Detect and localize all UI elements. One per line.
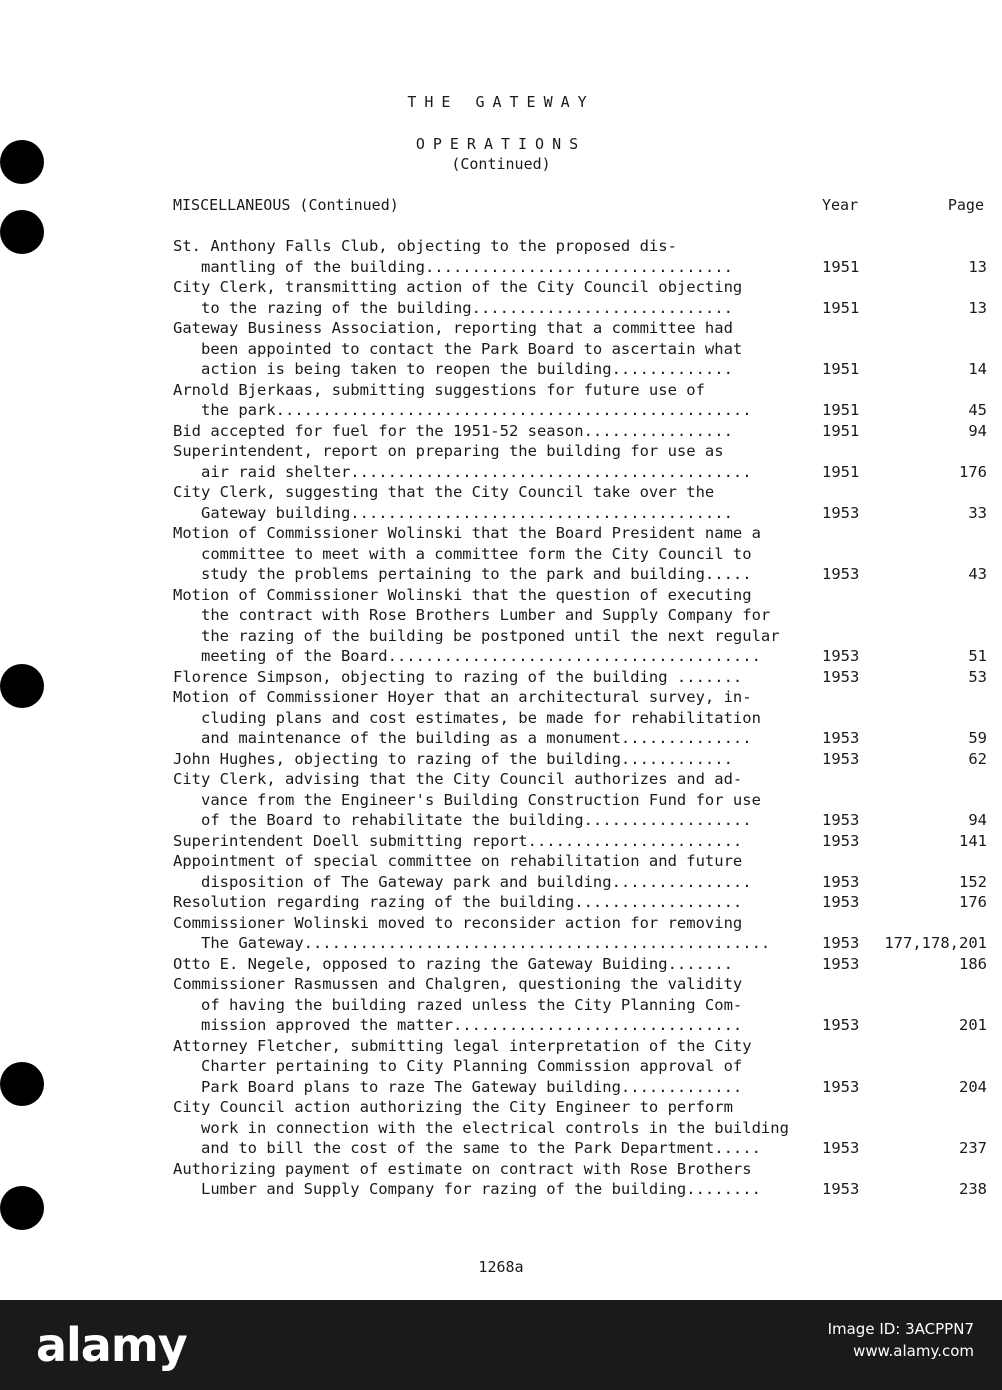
entry-page: 94 <box>968 421 987 440</box>
entry-text: action is being taken to reopen the building............. <box>173 360 733 378</box>
index-line <box>0 892 1002 913</box>
entry-text: of the Board to rehabilitate the building.................. <box>173 811 752 829</box>
entry-text: cluding plans and cost estimates, be made for rehabilitation <box>173 708 761 727</box>
entry-text: Attorney Fletcher, submitting legal interpretation of the City <box>173 1036 752 1055</box>
entry-page: 13 <box>968 257 987 276</box>
entry-text: Charter pertaining to City Planning Commission approval of <box>173 1057 743 1075</box>
entry-text: and maintenance of the building as a monument.............. <box>173 729 752 747</box>
index-line <box>0 790 1002 811</box>
entry-text: Authorizing payment of estimate on contract with Rose Brothers <box>173 1159 752 1178</box>
index-line <box>0 995 1002 1016</box>
entry-text: City Clerk, transmitting action of the City Council objecting <box>173 278 743 296</box>
entry-text: John Hughes, objecting to razing of the building............ <box>173 749 733 768</box>
entry-year: 1953 <box>822 1016 860 1034</box>
entry-text: Florence Simpson, objecting to razing of the building ....... <box>173 667 743 686</box>
entry-year: 1953 <box>822 565 860 583</box>
index-line <box>0 851 1002 872</box>
entry-year: 1951 <box>822 421 860 440</box>
index-line <box>0 974 1002 995</box>
index-line <box>0 523 1002 544</box>
stock-image-id: Image ID: 3ACPPN7 <box>827 1320 974 1338</box>
index-line <box>0 626 1002 647</box>
entry-text: meeting of the Board........................................ <box>173 647 761 665</box>
page-number: 1268a <box>478 1258 524 1276</box>
entry-text: work in connection with the electrical controls in the building <box>173 1118 789 1137</box>
entry-year: 1953 <box>822 667 860 686</box>
entry-page: 62 <box>968 749 987 768</box>
entry-text: Motion of Commissioner Hoyer that an architectural survey, in- <box>173 688 752 706</box>
entry-year: 1953 <box>822 934 860 952</box>
entry-year: 1951 <box>822 257 860 276</box>
entry-text: Motion of Commissioner Wolinski that the Board President name a <box>173 524 761 542</box>
index-line <box>0 236 1002 257</box>
index-line <box>0 728 1002 749</box>
entry-year: 1953 <box>822 647 860 665</box>
index-line <box>0 1159 1002 1180</box>
index-line <box>0 1138 1002 1159</box>
index-line <box>0 441 1002 462</box>
index-line <box>0 318 1002 339</box>
index-line <box>0 462 1002 483</box>
entry-text: Park Board plans to raze The Gateway building............. <box>173 1077 743 1096</box>
index-line <box>0 1179 1002 1200</box>
index-line <box>0 749 1002 770</box>
section-title: OPERATIONS <box>415 135 587 153</box>
entry-page: 59 <box>968 729 987 747</box>
entry-year: 1953 <box>822 954 860 973</box>
entry-year: 1953 <box>822 1180 860 1198</box>
entry-year: 1951 <box>822 401 860 419</box>
index-line <box>0 1118 1002 1139</box>
index-line <box>0 339 1002 360</box>
entry-page: 176 <box>959 462 987 481</box>
index-line <box>0 380 1002 401</box>
entry-text: mantling of the building................................. <box>173 257 733 276</box>
index-line <box>0 708 1002 729</box>
entry-page: 237 <box>959 1139 987 1157</box>
index-line <box>0 872 1002 893</box>
entry-text: the razing of the building be postponed until the next regular <box>173 626 780 645</box>
entry-page: 94 <box>968 811 987 829</box>
index-line <box>0 831 1002 852</box>
entry-text: City Council action authorizing the City Engineer to perform <box>173 1098 733 1116</box>
entry-text: vance from the Engineer's Building Construction Fund for use <box>173 790 761 809</box>
entry-text: City Clerk, suggesting that the City Council take over the <box>173 483 715 501</box>
entry-page: 33 <box>968 503 987 522</box>
index-line <box>0 646 1002 667</box>
entry-text: committee to meet with a committee form the City Council to <box>173 544 752 563</box>
entry-text: Bid accepted for fuel for the 1951-52 season................ <box>173 421 733 440</box>
entry-text: of having the building razed unless the City Planning Com- <box>173 995 743 1014</box>
entry-year: 1951 <box>822 360 860 378</box>
entry-page: 177,178,201 <box>884 934 987 952</box>
index-line <box>0 503 1002 524</box>
stock-logo: alamy <box>36 1318 187 1372</box>
index-line <box>0 1036 1002 1057</box>
entry-text: Superintendent, report on preparing the building for use as <box>173 442 724 460</box>
entry-text: Resolution regarding razing of the building.................. <box>173 893 743 911</box>
entry-year: 1953 <box>822 811 860 829</box>
entry-text: Commissioner Rasmussen and Chalgren, questioning the validity <box>173 975 743 993</box>
entry-text: The Gateway.................................................. <box>173 934 771 952</box>
entry-year: 1953 <box>822 872 860 891</box>
subheading: MISCELLANEOUS (Continued) <box>173 196 399 214</box>
entry-page: 238 <box>959 1180 987 1198</box>
year-column-header: Year <box>822 196 859 214</box>
index-line <box>0 1097 1002 1118</box>
index-line <box>0 298 1002 319</box>
index-line <box>0 769 1002 790</box>
entry-text: the contract with Rose Brothers Lumber and Supply Company for <box>173 606 771 624</box>
page-column-header: Page <box>947 196 984 214</box>
index-line <box>0 1077 1002 1098</box>
index-line <box>0 421 1002 442</box>
section-note: (Continued) <box>451 155 551 173</box>
index-line <box>0 954 1002 975</box>
index-line <box>0 933 1002 954</box>
entry-year: 1951 <box>822 298 860 317</box>
entry-text: been appointed to contact the Park Board to ascertain what <box>173 339 743 358</box>
entry-text: Lumber and Supply Company for razing of the building........ <box>173 1180 761 1198</box>
entry-text: City Clerk, advising that the City Council authorizes and ad- <box>173 770 743 788</box>
entry-text: to the razing of the building............................ <box>173 298 733 317</box>
entry-page: 201 <box>959 1016 987 1034</box>
index-line <box>0 482 1002 503</box>
entry-text: St. Anthony Falls Club, objecting to the proposed dis- <box>173 237 677 255</box>
index-line <box>0 544 1002 565</box>
index-entries <box>0 236 1002 1200</box>
entry-text: disposition of The Gateway park and building............... <box>173 872 752 891</box>
entry-page: 51 <box>968 647 987 665</box>
entry-page: 43 <box>968 565 987 583</box>
entry-year: 1953 <box>822 831 860 850</box>
entry-page: 176 <box>959 893 987 911</box>
entry-text: study the problems pertaining to the park and building..... <box>173 565 752 583</box>
entry-text: Superintendent Doell submitting report....................... <box>173 831 743 850</box>
entry-text: Otto E. Negele, opposed to razing the Gateway Buiding....... <box>173 954 733 973</box>
index-line <box>0 400 1002 421</box>
index-line <box>0 359 1002 380</box>
entry-text: air raid shelter........................................... <box>173 462 752 481</box>
document-title: THE GATEWAY <box>407 93 595 111</box>
entry-page: 186 <box>959 954 987 973</box>
stock-watermark-banner <box>0 1300 1002 1390</box>
entry-text: the park................................................... <box>173 401 752 419</box>
entry-text: Commissioner Wolinski moved to reconsider action for removing <box>173 913 743 932</box>
entry-page: 14 <box>968 360 987 378</box>
index-line <box>0 913 1002 934</box>
entry-year: 1953 <box>822 749 860 768</box>
index-line <box>0 605 1002 626</box>
entry-text: Arnold Bjerkaas, submitting suggestions for future use of <box>173 380 705 399</box>
entry-year: 1951 <box>822 462 860 481</box>
entry-year: 1953 <box>822 729 860 747</box>
entry-year: 1953 <box>822 1139 860 1157</box>
index-line <box>0 585 1002 606</box>
index-line <box>0 277 1002 298</box>
entry-year: 1953 <box>822 503 860 522</box>
index-line <box>0 810 1002 831</box>
index-line <box>0 1015 1002 1036</box>
entry-text: Gateway building......................................... <box>173 503 733 522</box>
entry-page: 53 <box>968 667 987 686</box>
index-line <box>0 667 1002 688</box>
entry-text: Motion of Commissioner Wolinski that the question of executing <box>173 585 752 604</box>
entry-text: Appointment of special committee on rehabilitation and future <box>173 852 743 870</box>
entry-year: 1953 <box>822 893 860 911</box>
index-line <box>0 1056 1002 1077</box>
entry-page: 45 <box>968 401 987 419</box>
entry-page: 13 <box>968 298 987 317</box>
entry-text: mission approved the matter............................... <box>173 1016 743 1034</box>
index-line <box>0 564 1002 585</box>
stock-url: www.alamy.com <box>853 1342 974 1360</box>
index-line <box>0 687 1002 708</box>
entry-page: 204 <box>959 1077 987 1096</box>
entry-text: and to bill the cost of the same to the Park Department..... <box>173 1139 761 1157</box>
entry-page: 141 <box>959 831 987 850</box>
entry-page: 152 <box>959 872 987 891</box>
entry-year: 1953 <box>822 1077 860 1096</box>
stock-info <box>828 1318 974 1362</box>
index-line <box>0 257 1002 278</box>
entry-text: Gateway Business Association, reporting that a committee had <box>173 319 733 337</box>
